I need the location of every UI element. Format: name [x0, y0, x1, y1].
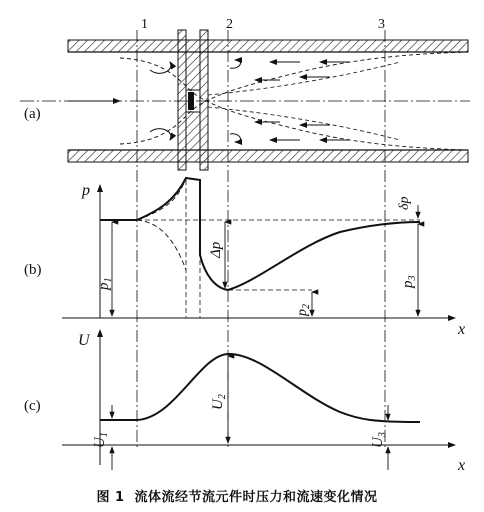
orifice-flange-right: [200, 30, 208, 170]
pressure-curve: [100, 178, 420, 290]
svg-text:p1: $p_1$: [96, 277, 114, 290]
orifice-plate-bottom: [186, 112, 200, 150]
section-marker-1: 1: [141, 17, 148, 32]
figure-caption-text: 流体流经节流元件时压力和流速变化情况: [134, 490, 378, 505]
U3-label: [370, 432, 388, 448]
svg-text:p2: $p_2$: [295, 304, 312, 316]
pressure-axis-label: p: [82, 182, 90, 199]
pipe-top-wall: [68, 40, 468, 52]
figure-caption: [0, 486, 484, 505]
orifice-plate-top: [186, 52, 200, 90]
svg-text:U1: $U_1$: [92, 432, 110, 448]
U1-label: [92, 432, 110, 448]
U2-label: [210, 394, 228, 410]
velocity-x-axis-label: x: [458, 457, 466, 474]
pipe-bottom-wall: [68, 150, 468, 162]
figure-number: 图 1: [96, 490, 125, 505]
p1-label: [96, 278, 114, 292]
velocity-curve: [100, 354, 420, 422]
p3-label: [400, 276, 418, 290]
panel-label-b: (b): [24, 262, 42, 278]
pipe-diagram: [20, 30, 470, 170]
svg-text:U2: $U_2$: [210, 394, 228, 410]
section-marker-3: 3: [378, 17, 385, 32]
pressure-x-axis-label: x: [458, 321, 466, 338]
orifice-flange-left: [178, 30, 186, 170]
panel-label-c: (c): [24, 398, 41, 414]
section-lines: [137, 30, 385, 450]
section-marker-2: 2: [226, 17, 233, 32]
svg-text:Δp: Δp: [208, 241, 224, 258]
p2-label: [295, 304, 312, 317]
velocity-plot: [62, 330, 455, 470]
small-delta-p-label: [397, 196, 412, 210]
panel-label-a: (a): [24, 106, 41, 122]
svg-text:δp: δp: [397, 196, 412, 210]
delta-p-label: [208, 241, 224, 259]
svg-text:p3: $p_3$: [400, 275, 418, 288]
velocity-axis-label: U: [78, 332, 90, 349]
svg-text:U3: $U_3$: [370, 432, 388, 448]
